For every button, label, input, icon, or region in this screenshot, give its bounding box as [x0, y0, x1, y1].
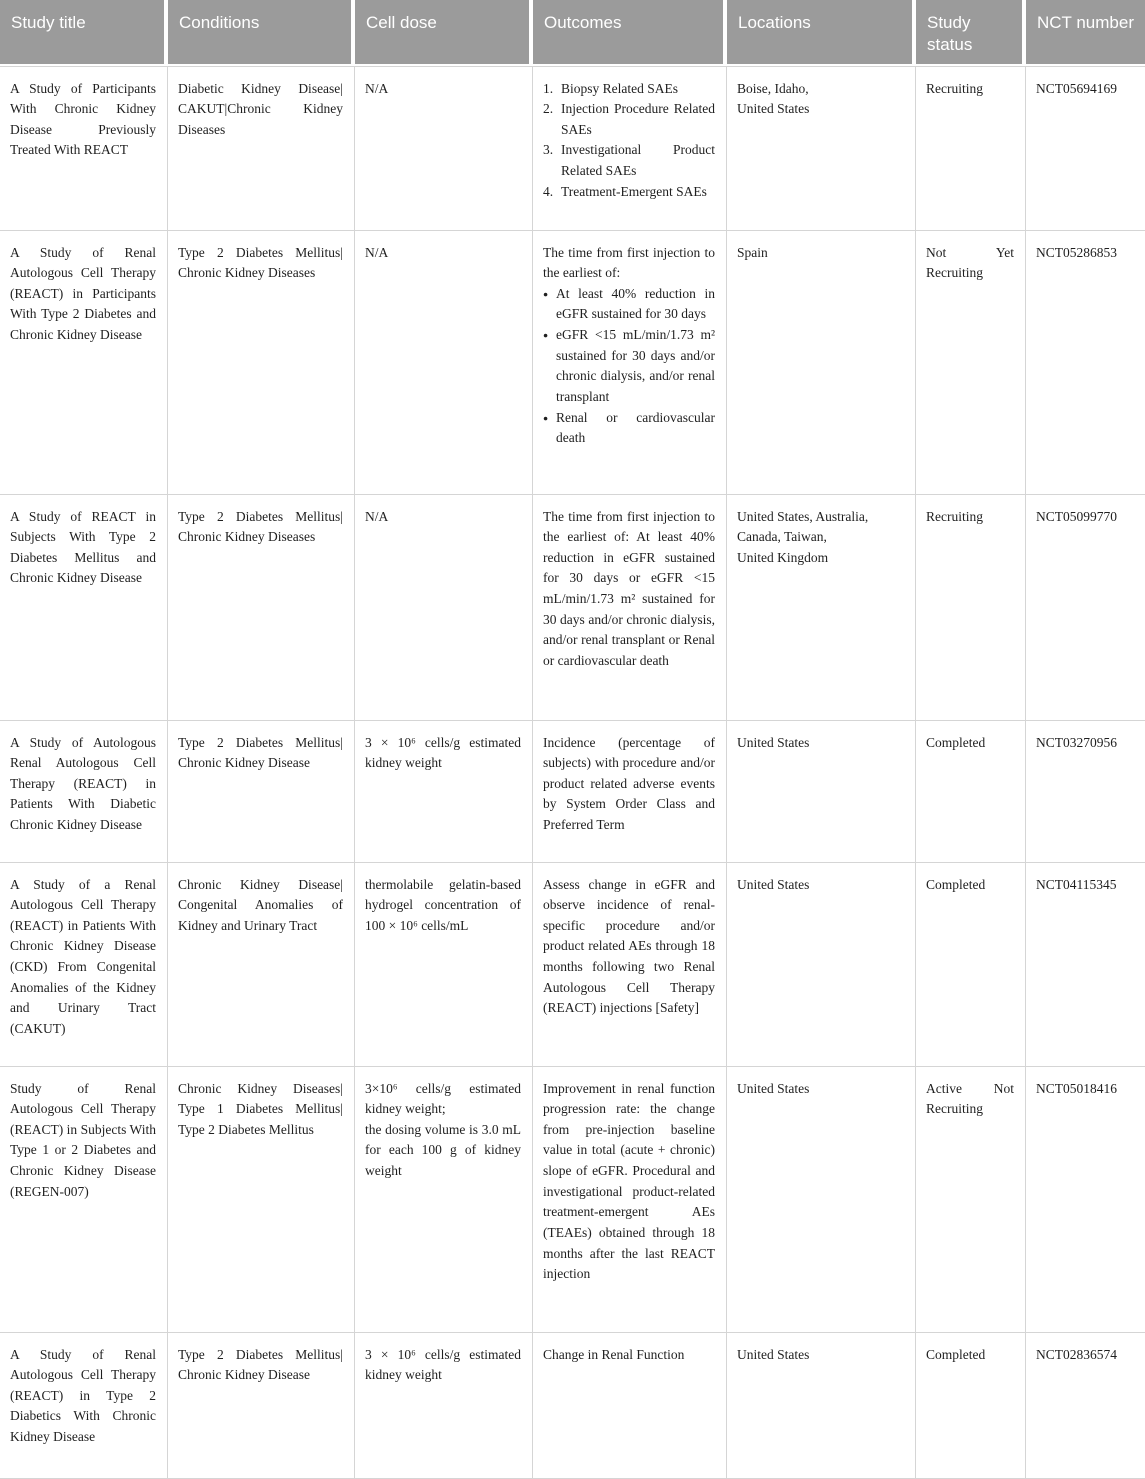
cell-nct-number	[1026, 66, 1145, 231]
study-status: Active Not Recruiting	[926, 1080, 1014, 1117]
outcomes: The time from first injection to the earliest of: ● At least 40% reduction in eGFR sustained for 30 days ● eGFR <15 mL/min/1.73 m² sustained for 30 days and/or chronic dialysis, and/or renal transplant ● Renal or cardiovascular death	[543, 243, 715, 449]
cell-conditions	[168, 66, 355, 231]
cell-outcomes	[533, 1333, 727, 1479]
conditions: Chronic Kidney Disease|​Congenital Anomalies of Kidney and Urinary Tract	[178, 876, 343, 933]
cell-locations	[727, 1333, 916, 1479]
cell-dose: 3 × 10⁶ cells/g estimated kidney weight	[365, 1346, 521, 1383]
cell-outcomes	[533, 863, 727, 1067]
column-header-study-status: Study status	[916, 0, 1026, 66]
column-header-cell-dose: Cell dose	[355, 0, 533, 66]
cell-outcomes	[533, 495, 727, 721]
nct-number: NCT05286853	[1036, 244, 1117, 260]
cell-dose: thermolabile gelatin-based hydrogel concentration of 100 × 10⁶ cells/mL	[365, 876, 521, 933]
cell-study-title	[0, 721, 168, 863]
cell-cell-dose	[355, 721, 533, 863]
locations: United States	[737, 1080, 810, 1096]
locations: United States	[737, 1346, 810, 1362]
cell-conditions	[168, 1067, 355, 1333]
cell-study-title	[0, 1333, 168, 1479]
header-row	[0, 0, 1145, 66]
outcomes: Improvement in renal function progression rate: the change from pre-injection baseline value in total (acute + chronic) slope of eGFR. Procedural and investigational product-related treatment-emergent AEs (TEAEs) obtained through 18 months after the last REACT injection	[543, 1080, 715, 1282]
cell-locations	[727, 1067, 916, 1333]
cell-study-status	[916, 231, 1026, 495]
conditions: Type 2 Diabetes Mellitus|​Chronic Kidney Diseases	[178, 508, 343, 545]
cell-cell-dose	[355, 863, 533, 1067]
outcomes: Incidence (percentage of subjects) with procedure and/or product related adverse events by System Order Class and Preferred Term	[543, 734, 715, 833]
conditions: Type 2 Diabetes Mellitus|​Chronic Kidney Disease	[178, 734, 343, 771]
cell-nct-number	[1026, 495, 1145, 721]
study-status: Not Yet Recruiting	[926, 244, 1014, 281]
cell-conditions	[168, 721, 355, 863]
study-title: Study of Renal Autologous Cell Therapy (REACT) in Subjects With Type 1 or 2 Diabetes and Chronic Kidney Disease (REGEN-007)	[10, 1080, 156, 1199]
cell-dose: 3×10⁶ cells/g estimated kidney weight; the dosing volume is 3.0 mL for each 100 g of kidney weight	[365, 1080, 521, 1179]
cell-cell-dose	[355, 495, 533, 721]
cell-dose: N/A	[365, 244, 389, 260]
table-row	[0, 721, 1145, 863]
column-header-conditions: Conditions	[168, 0, 355, 66]
cell-locations	[727, 66, 916, 231]
cell-dose: 3 × 10⁶ cells/g estimated kidney weight	[365, 734, 521, 771]
cell-conditions	[168, 1333, 355, 1479]
conditions: Type 2 Diabetes Mellitus|​Chronic Kidney Disease	[178, 1346, 343, 1383]
cell-study-title	[0, 66, 168, 231]
cell-locations	[727, 495, 916, 721]
cell-outcomes	[533, 1067, 727, 1333]
column-header-outcomes: Outcomes	[533, 0, 727, 66]
table-row	[0, 66, 1145, 231]
table-row	[0, 863, 1145, 1067]
study-title: A Study of Renal Autologous Cell Therapy (REACT) in Type 2 Diabetics With Chronic Kidney Disease	[10, 1346, 156, 1445]
cell-study-status	[916, 495, 1026, 721]
nct-number: NCT05694169	[1036, 80, 1117, 96]
cell-nct-number	[1026, 863, 1145, 1067]
cell-outcomes	[533, 721, 727, 863]
cell-conditions	[168, 231, 355, 495]
cell-nct-number	[1026, 721, 1145, 863]
study-title: A Study of Autologous Renal Autologous Cell Therapy (REACT) in Patients With Diabetic Chronic Kidney Disease	[10, 734, 156, 833]
study-status: Recruiting	[926, 508, 983, 524]
cell-dose: N/A	[365, 508, 389, 524]
cell-study-status	[916, 863, 1026, 1067]
nct-number: NCT05099770	[1036, 508, 1117, 524]
table-header	[0, 0, 1145, 66]
cell-conditions	[168, 863, 355, 1067]
cell-dose: N/A	[365, 80, 389, 96]
cell-cell-dose	[355, 1067, 533, 1333]
table-row	[0, 231, 1145, 495]
cell-study-status	[916, 721, 1026, 863]
table-row	[0, 1067, 1145, 1333]
table-row	[0, 1333, 1145, 1479]
nct-number: NCT03270956	[1036, 734, 1117, 750]
cell-study-status	[916, 1067, 1026, 1333]
cell-locations	[727, 721, 916, 863]
cell-study-status	[916, 66, 1026, 231]
outcomes: Assess change in eGFR and observe incidence of renal-specific procedure and/or product related AEs through 18 months following two Renal Autologous Cell Therapy (REACT) injections [Safety]	[543, 876, 715, 1016]
conditions: Type 2 Diabetes Mellitus|​Chronic Kidney Diseases	[178, 244, 343, 281]
study-status: Completed	[926, 876, 986, 892]
cell-locations	[727, 863, 916, 1067]
cell-study-title	[0, 231, 168, 495]
column-header-nct-number: NCT number	[1026, 0, 1145, 66]
nct-number: NCT02836574	[1036, 1346, 1117, 1362]
study-title: A Study of Participants With Chronic Kidney Disease Previously Treated With REACT	[10, 80, 156, 158]
outcomes: Change in Renal Function	[543, 1346, 685, 1362]
outcomes: Biopsy Related SAEs Injection Procedure Related SAEs Investigational Product Related SAEs Treatment-Emergent SAEs	[561, 80, 715, 199]
study-title: A Study of Renal Autologous Cell Therapy (REACT) in Participants With Type 2 Diabetes and Chronic Kidney Disease	[10, 244, 156, 343]
conditions: Diabetic Kidney Disease|​CAKUT|​Chronic Kidney Diseases	[178, 80, 343, 137]
study-title: A Study of a Renal Autologous Cell Therapy (REACT) in Patients With Chronic Kidney Disease (CKD) From Congenital Anomalies of the Kidney and Urinary Tract (CAKUT)	[10, 876, 156, 1036]
cell-outcomes	[533, 66, 727, 231]
locations: United States	[737, 876, 810, 892]
study-status: Completed	[926, 734, 986, 750]
table-body	[0, 66, 1145, 1479]
cell-study-title	[0, 863, 168, 1067]
cell-conditions	[168, 495, 355, 721]
nct-number: NCT04115345	[1036, 876, 1117, 892]
locations: Spain	[737, 244, 768, 260]
cell-outcomes	[533, 231, 727, 495]
cell-nct-number	[1026, 231, 1145, 495]
cell-study-title	[0, 1067, 168, 1333]
cell-locations	[727, 231, 916, 495]
cell-cell-dose	[355, 231, 533, 495]
cell-study-title	[0, 495, 168, 721]
column-header-locations: Locations	[727, 0, 916, 66]
cell-cell-dose	[355, 1333, 533, 1479]
study-status: Recruiting	[926, 80, 983, 96]
outcomes: The time from first injection to the earliest of: At least 40% reduction in eGFR sustained for 30 days or eGFR <15 mL/min/1.73 m² sustained for 30 days and/or chronic dialysis, and/or renal transplant or Renal or cardiovascular death	[543, 508, 715, 668]
locations: Boise, Idaho, United States	[737, 80, 810, 117]
cell-nct-number	[1026, 1333, 1145, 1479]
study-status: Completed	[926, 1346, 986, 1362]
column-header-study-title: Study title	[0, 0, 168, 66]
study-title: A Study of REACT in Subjects With Type 2 Diabetes Mellitus and Chronic Kidney Disease	[10, 508, 156, 586]
cell-cell-dose	[355, 66, 533, 231]
locations: United States	[737, 734, 810, 750]
table-row	[0, 495, 1145, 721]
cell-nct-number	[1026, 1067, 1145, 1333]
conditions: Chronic Kidney Diseases|​Type 1 Diabetes Mellitus|​Type 2 Diabetes Mellitus	[178, 1080, 343, 1137]
nct-number: NCT05018416	[1036, 1080, 1117, 1096]
cell-study-status	[916, 1333, 1026, 1479]
locations: United States, Australia, Canada, Taiwan, United Kingdom	[737, 508, 869, 565]
